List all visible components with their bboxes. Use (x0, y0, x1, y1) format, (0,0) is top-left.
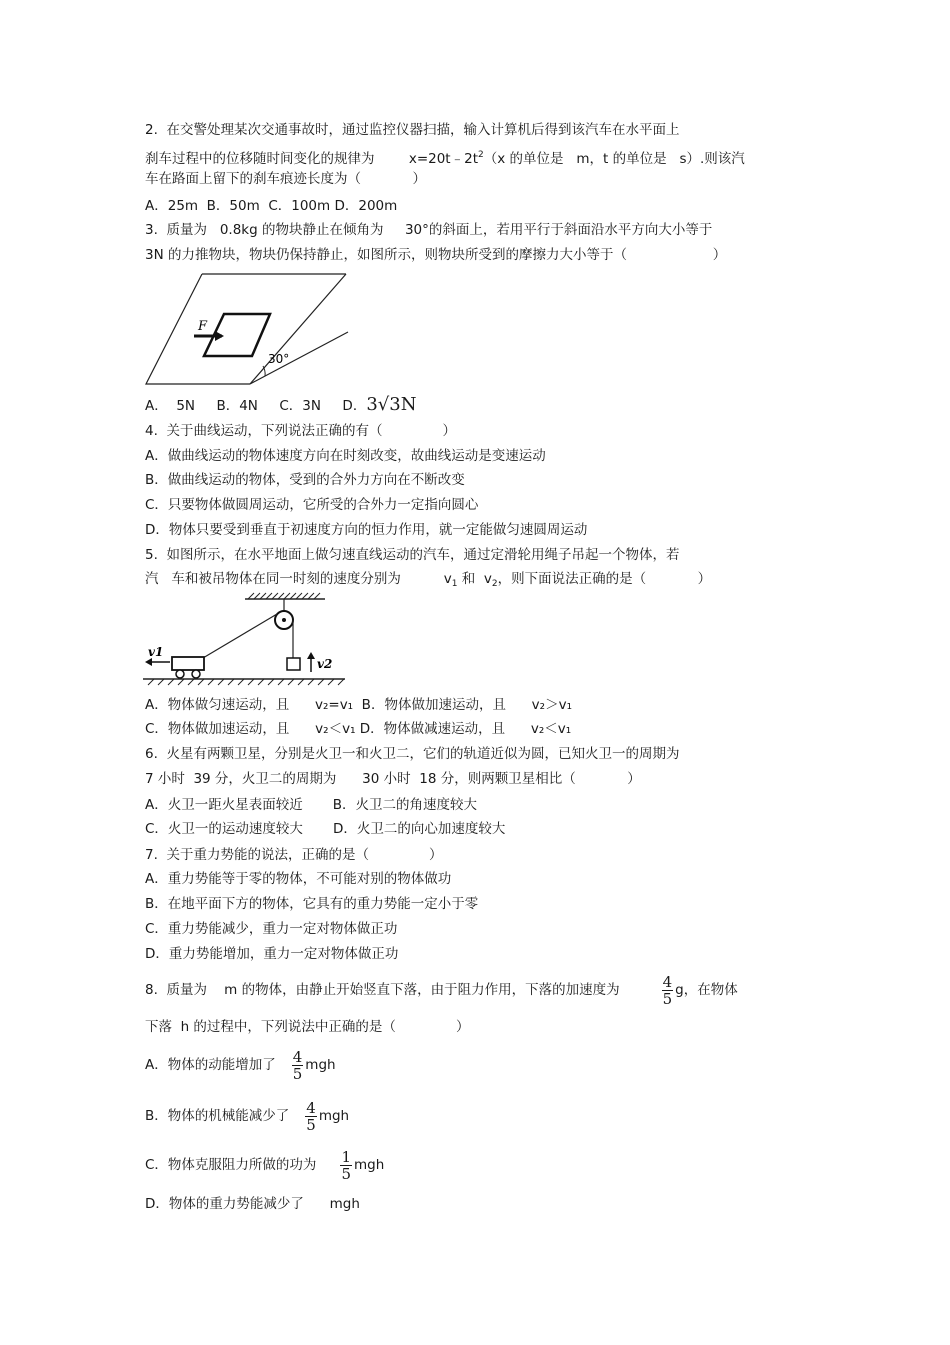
q7-stem: 7. 关于重力势能的说法，正确的是（ ） (145, 847, 443, 863)
q8-b-unit: mgh (318, 1108, 350, 1124)
q2-options: A．25m B．50m C．100m D．200m (145, 198, 398, 214)
q4-option-c: C．只要物体做圆周运动，它所受的合外力一定指向圆心 (145, 497, 479, 513)
q5-options-ab: A．物体做匀速运动，且 v₂=v₁ B．物体做加速运动，且 v₂＞v₁ (145, 697, 572, 713)
q8-c-fraction (340, 1149, 352, 1182)
q2-line2-a: 刹车过程中的位移随时间变化的规律为 x=20t﹣2t (145, 151, 478, 167)
cart-wheel-right (192, 670, 200, 678)
v2-label: v2 (317, 657, 333, 671)
q3-line2: 3N 的力推物块，物块仍保持静止，如图所示，则物块所受到的摩擦力大小等于（ ） (145, 247, 727, 263)
q8-option-a (145, 1045, 336, 1085)
q2-line1: 2. 在交警处理某次交通事故时，通过监控仪器扫描，输入计算机后得到该汽车在水平面上 (145, 122, 680, 138)
q4-option-b: B．做曲线运动的物体，受到的合外力方向在不断改变 (145, 472, 465, 488)
q8-a-den: 5 (292, 1064, 303, 1083)
q5-line2-b: 和 v (457, 571, 492, 587)
q8-a-fraction (292, 1049, 304, 1082)
cart-body (172, 657, 204, 670)
incline-figure (140, 272, 355, 390)
q8-b-den: 5 (306, 1115, 316, 1134)
q3-line1: 3. 质量为 0.8kg 的物块静止在倾角为 30°的斜面上，若用平行于斜面沿水平方向大小等于 (145, 222, 713, 238)
q8-line1 (145, 970, 738, 1010)
q5-line1: 5. 如图所示，在水平地面上做匀速直线运动的汽车，通过定滑轮用绳子吊起一个物体，若 (145, 547, 680, 563)
q8-frac-den: 5 (662, 989, 673, 1008)
q8-a-num: 4 (292, 1047, 303, 1066)
q8-option-b (145, 1096, 349, 1136)
q8-c-num: 1 (341, 1147, 351, 1166)
ground-hatch (148, 679, 344, 685)
q7-option-b: B．在地平面下方的物体，它具有的重力势能一定小于零 (145, 896, 479, 912)
q8-c-text: C．物体克服阻力所做的功为 (145, 1157, 317, 1173)
force-label: F (198, 319, 208, 334)
angle-label: 30° (268, 352, 290, 366)
q4-option-d: D．物体只要受到垂直于初速度方向的恒力作用，就一定能做匀速圆周运动 (145, 522, 588, 538)
q2-line2-b: （x 的单位是 m，t 的单位是 s）.则该汽 (483, 151, 745, 167)
q8-a-unit: mgh (305, 1057, 336, 1073)
q8-b-fraction (305, 1100, 317, 1133)
q8-c-unit: mgh (353, 1157, 385, 1173)
ceiling-hatch (248, 593, 320, 599)
q3-options-abc: A． 5N B．4N C．3N D． (145, 398, 367, 414)
q8-b-num: 4 (306, 1098, 316, 1117)
rope-slant (203, 614, 277, 658)
q8-line1-b: g，在物体 (675, 982, 738, 998)
q4-stem: 4. 关于曲线运动，下列说法正确的有（ ） (145, 423, 457, 439)
q8-frac-num: 4 (662, 972, 673, 991)
q6-line1: 6. 火星有两颗卫星，分别是火卫一和火卫二，它们的轨道近似为圆，已知火卫一的周期为 (145, 746, 680, 762)
cart-wheel-left (176, 670, 184, 678)
q6-options-ab: A．火卫一距火星表面较近 B．火卫二的角速度较大 (145, 797, 478, 813)
q2-line3: 车在路面上留下的刹车痕迹长度为（ ） (145, 171, 426, 187)
q5-line2-a: 汽 车和被吊物体在同一时刻的速度分别为 v (145, 571, 452, 587)
q5-line2-c: ，则下面说法正确的是（ ） (497, 571, 712, 587)
q7-option-c: C．重力势能减少，重力一定对物体做正功 (145, 921, 398, 937)
q5-line2-sub2: 2 (491, 579, 498, 589)
q5-line2-sub1: 1 (451, 579, 458, 589)
q8-b-text: B．物体的机械能减少了 (145, 1108, 290, 1124)
q7-option-d: D．重力势能增加，重力一定对物体做正功 (145, 946, 399, 962)
q8-line2: 下落 h 的过程中，下列说法中正确的是（ ） (145, 1019, 470, 1035)
q5-options-cd: C．物体做加速运动，且 v₂＜v₁ D．物体做减速运动，且 v₂＜v₁ (145, 721, 572, 737)
pulley-figure (140, 590, 355, 690)
q8-a-text: A．物体的动能增加了 (145, 1057, 276, 1073)
q8-option-d: D．物体的重力势能减少了 mgh (145, 1196, 360, 1212)
q3-option-d: 3√3N (366, 394, 417, 415)
q2-line2 (145, 146, 745, 168)
q6-options-cd: C．火卫一的运动速度较大 D．火卫二的向心加速度较大 (145, 821, 506, 837)
v1-label: v1 (148, 645, 164, 659)
q4-option-a: A．做曲线运动的物体速度方向在时刻改变，故曲线运动是变速运动 (145, 448, 546, 464)
q8-line1-a: 8. 质量为 m 的物体，由静止开始竖直下落，由于阻力作用，下落的加速度为 (145, 982, 620, 998)
hanging-block (287, 658, 300, 670)
q3-options (145, 396, 416, 415)
q2-line2-sup: 2 (477, 150, 484, 160)
q8-option-c (145, 1145, 384, 1185)
q6-line2: 7 小时 39 分，火卫二的周期为 30 小时 18 分，则两颗卫星相比（ ） (145, 771, 641, 787)
q8-c-den: 5 (341, 1164, 351, 1183)
q8-fraction (662, 974, 674, 1007)
q7-option-a: A．重力势能等于零的物体，不可能对别的物体做功 (145, 871, 452, 887)
incline-ground-line (250, 332, 348, 384)
